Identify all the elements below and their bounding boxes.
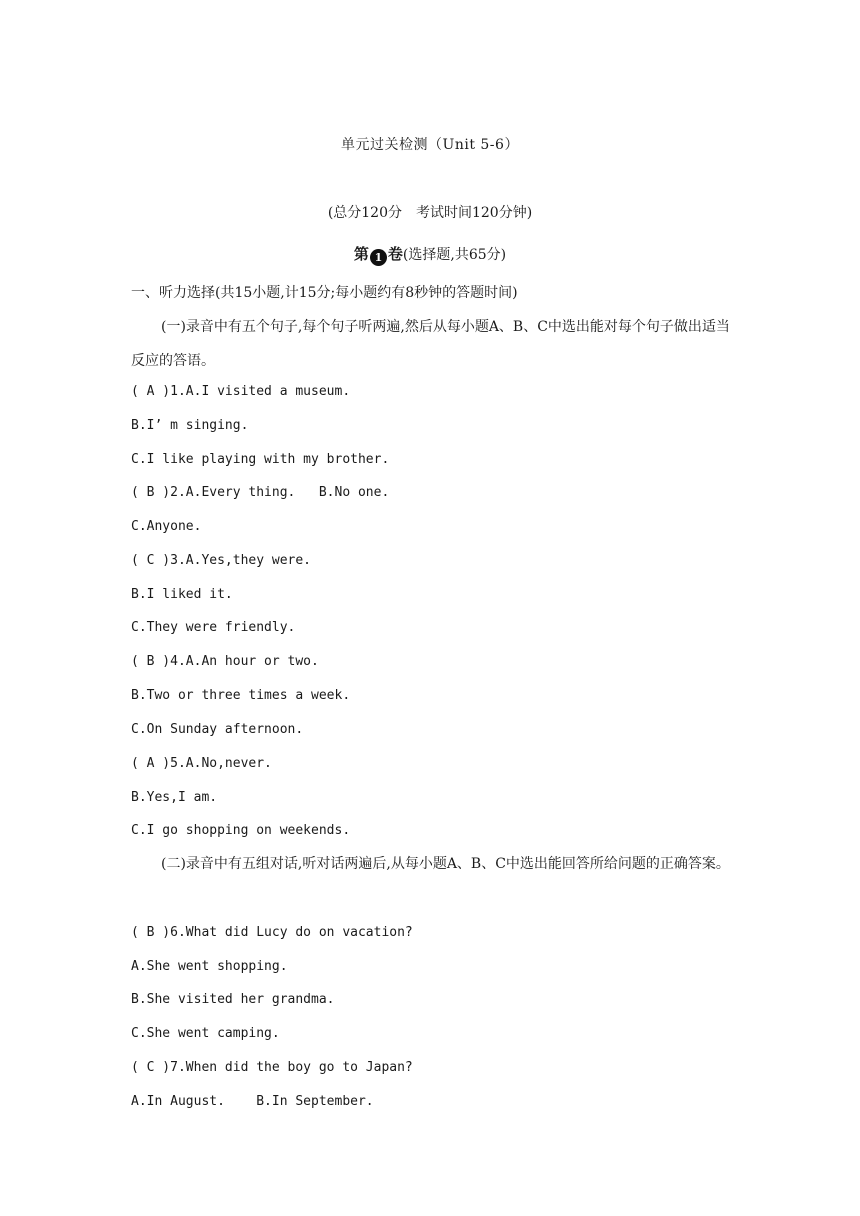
option-line: C.Anyone. (131, 519, 202, 534)
option-line: C.She went camping. (131, 1026, 280, 1041)
option-line: B.Two or three times a week. (131, 688, 351, 703)
question-line: ( A )1.A.I visited a museum. (131, 384, 351, 399)
option-line: C.They were friendly. (131, 620, 296, 635)
option-line: B.I’ m singing. (131, 418, 249, 433)
option-line: C.On Sunday afternoon. (131, 722, 304, 737)
volume-label-2: 卷 (387, 245, 403, 263)
question-line: ( B )2.A.Every thing. B.No one. (131, 485, 390, 500)
question-line: ( C )7.When did the boy go to Japan? (131, 1060, 413, 1075)
option-line: C.I like playing with my brother. (131, 452, 390, 467)
document-title: 单元过关检测（Unit 5-6） (341, 137, 519, 153)
part2-instruction: (二)录音中有五组对话,听对话两遍后,从每小题A、B、C中选出能回答所给问题的正确答案。 (161, 856, 730, 872)
volume-note: (选择题,共65分) (402, 247, 507, 263)
question-line: ( B )4.A.An hour or two. (131, 654, 319, 669)
section-heading: 一、听力选择(共15小题,计15分;每小题约有8秒钟的答题时间) (131, 285, 518, 301)
option-line: A.In August. B.In September. (131, 1094, 374, 1109)
exam-meta: (总分120分 考试时间120分钟) (327, 205, 533, 221)
question-line: ( B )6.What did Lucy do on vacation? (131, 925, 413, 940)
question-line: ( C )3.A.Yes,they were. (131, 553, 312, 568)
option-line: B.She visited her grandma. (131, 992, 335, 1007)
option-line: C.I go shopping on weekends. (131, 823, 351, 838)
option-line: B.Yes,I am. (131, 790, 218, 805)
volume-label: 第 (353, 245, 369, 263)
question-line: ( A )5.A.No,never. (131, 756, 272, 771)
volume-heading (0, 243, 860, 266)
part1-instruction: (一)录音中有五个句子,每个句子听两遍,然后从每小题A、B、C中选出能对每个句子做出适当反应的答语。 (131, 319, 730, 369)
option-line: B.I liked it. (131, 587, 233, 602)
option-line: A.She went shopping. (131, 959, 288, 974)
volume-number-badge: 1 (370, 249, 387, 266)
